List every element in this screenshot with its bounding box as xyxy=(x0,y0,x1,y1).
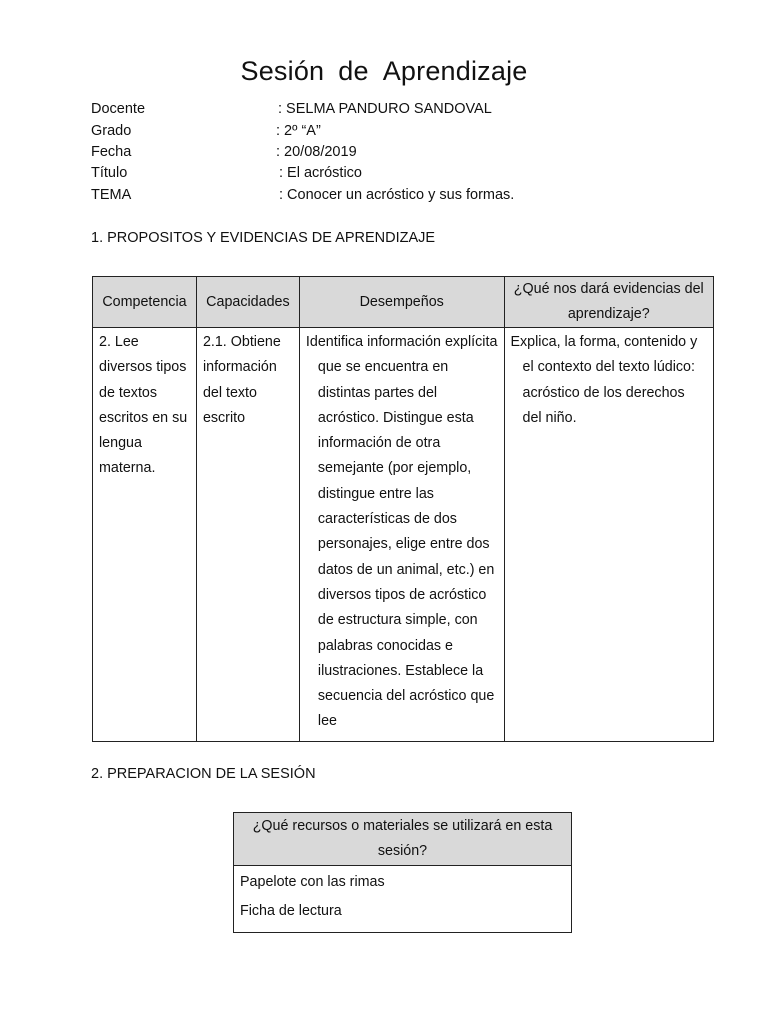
page-title xyxy=(0,56,768,87)
table-header-row xyxy=(93,277,714,328)
info-value: : El acróstico xyxy=(279,165,362,181)
cell-competencia: 2. Lee diversos tipos de textos escritos en su lengua materna. xyxy=(93,328,197,742)
info-value: : Conocer un acróstico y sus formas. xyxy=(279,187,515,203)
table-header-row xyxy=(234,813,572,866)
table-row xyxy=(234,866,572,933)
table-row xyxy=(93,328,714,742)
info-value: : 20/08/2019 xyxy=(276,144,357,160)
purposes-table xyxy=(92,276,714,742)
info-label: Grado xyxy=(91,123,132,139)
header-competencia: Competencia xyxy=(93,277,197,328)
list-item: Ficha de lectura xyxy=(240,903,342,919)
materials-table xyxy=(233,812,572,933)
cell-materials xyxy=(234,866,572,933)
info-label: Fecha xyxy=(91,144,132,160)
desempenos-text: Identifica información explícita que se encuentra en distintas partes del acróstico. Distingue esta información de otra semejante (por ejemplo, distingue entre las características de dos personajes, elige entre dos datos de un animal, etc.) en diversos tipos de acróstico de estructura simple, con palabras conocidas e ilustraciones. Establece la secuencia del acróstico que lee xyxy=(305,334,498,730)
title-word-1: Sesión xyxy=(240,56,325,86)
section-heading-1: 1. PROPOSITOS Y EVIDENCIAS DE APRENDIZAJE xyxy=(91,230,436,246)
evidencias-text: Explica, la forma, contenido y el contexto del texto lúdico: acróstico de los derechos del niño. xyxy=(510,334,698,426)
info-label: TEMA xyxy=(91,187,132,203)
list-item: Papelote con las rimas xyxy=(240,874,385,890)
cell-evidencias xyxy=(504,328,714,742)
info-value: : 2º “A” xyxy=(276,123,321,139)
title-word-3: Aprendizaje xyxy=(382,56,528,86)
title-word-2: de xyxy=(338,56,369,86)
header-materials: ¿Qué recursos o materiales se utilizará en esta sesión? xyxy=(234,813,572,866)
info-label: Título xyxy=(91,165,128,181)
cell-capacidades: 2.1. Obtiene información del texto escrito xyxy=(196,328,299,742)
cell-desempenos xyxy=(299,328,504,742)
info-label: Docente xyxy=(91,101,146,117)
header-evidencias: ¿Qué nos dará evidencias del aprendizaje? xyxy=(504,277,714,328)
info-value: : SELMA PANDURO SANDOVAL xyxy=(278,101,492,117)
header-desempenos: Desempeños xyxy=(299,277,504,328)
section-heading-2: 2. PREPARACION DE LA SESIÓN xyxy=(91,766,316,782)
header-capacidades: Capacidades xyxy=(196,277,299,328)
